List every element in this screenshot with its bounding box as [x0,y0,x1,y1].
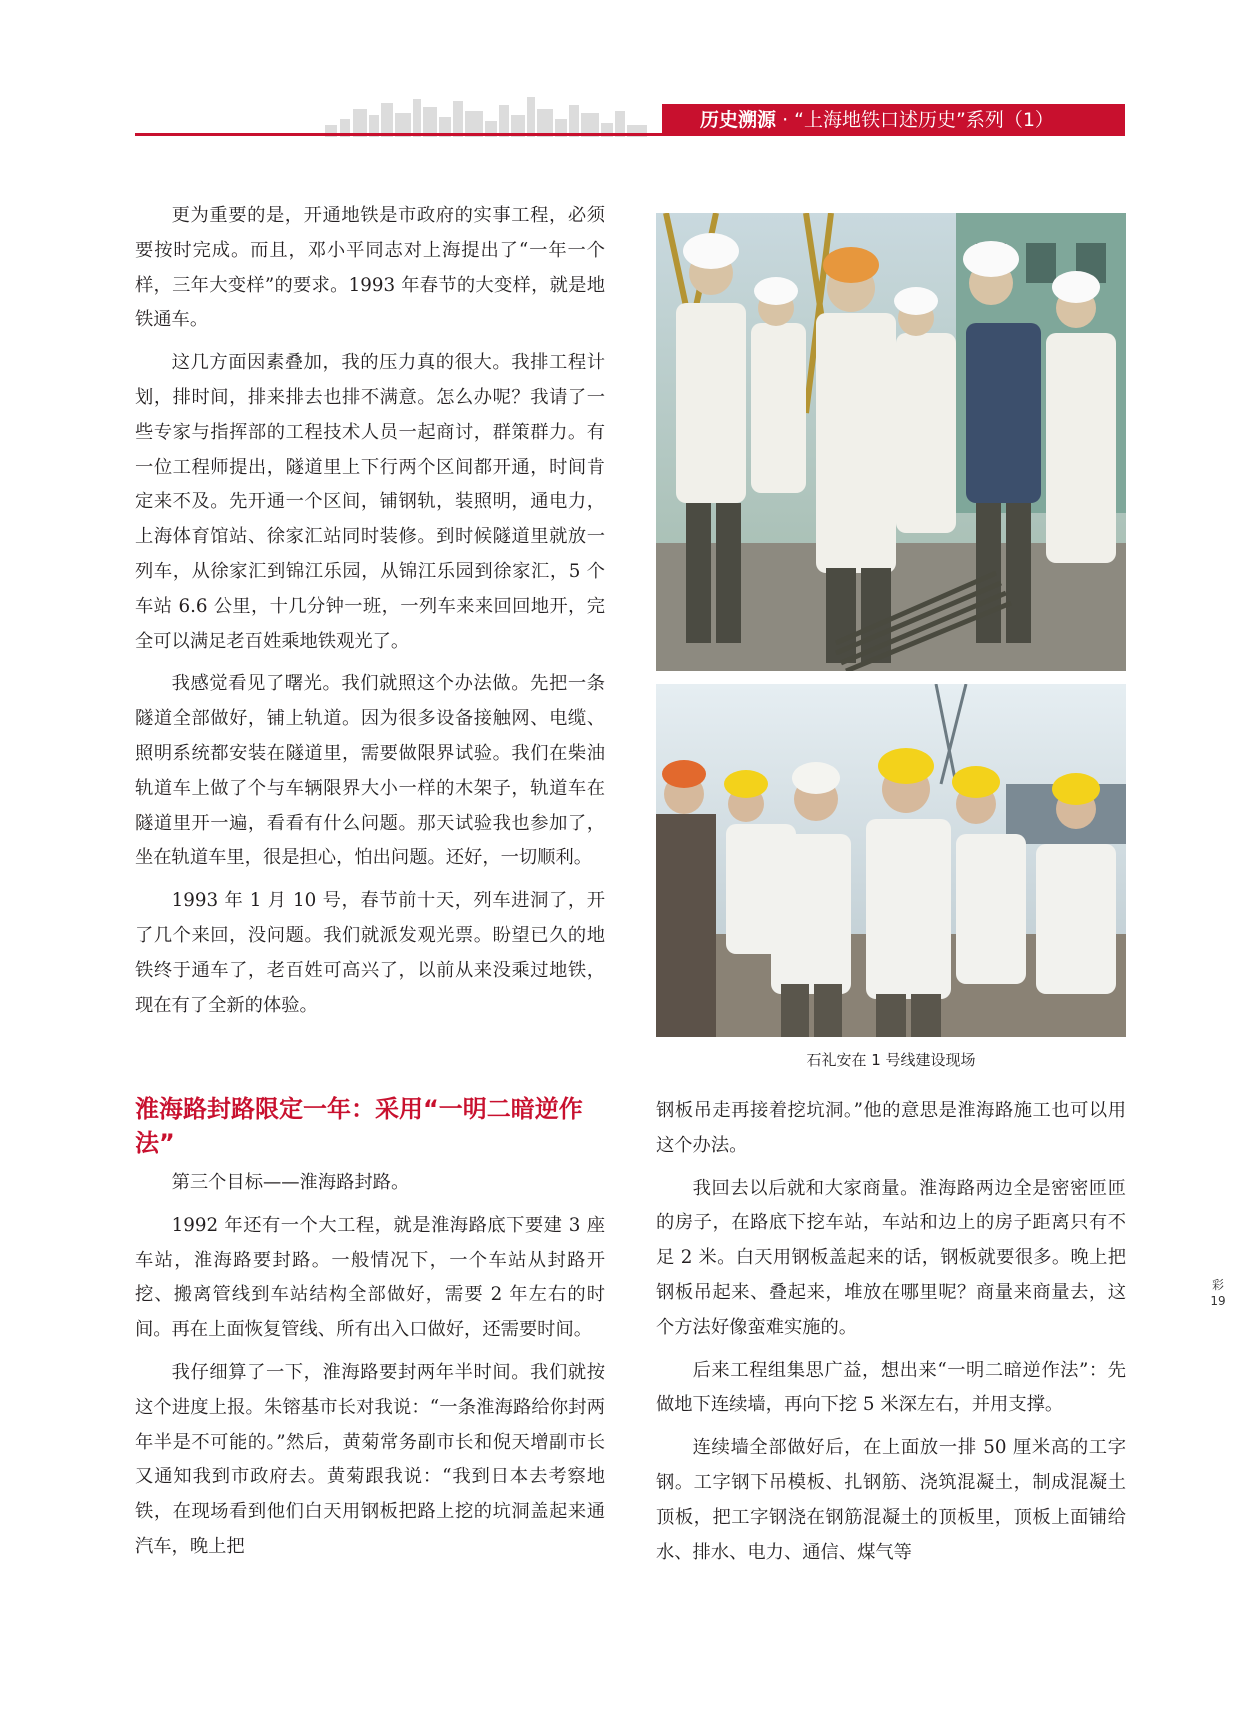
paragraph: 我感觉看见了曙光。我们就照这个办法做。先把一条隧道全部做好，铺上轨道。因为很多设备接触网、电缆、照明系统都安装在隧道里，需要做限界试验。我们在柴油轨道车上做了个与车辆限界大小一样的木架子，轨道车在隧道里开一遍，看看有什么问题。那天试验我也参加了，坐在轨道车里，很是担心，怕出问题。还好，一切顺利。 [135,673,605,869]
paragraph: 更为重要的是，开通地铁是市政府的实事工程，必须要按时完成。而且，邓小平同志对上海提出了“一年一个样，三年大变样”的要求。1993 年春节的大变样，就是地铁通车。 [135,205,605,331]
paragraph: 1993 年 1 月 10 号，春节前十天，列车进洞了，开了几个来回，没问题。我们就派发观光票。盼望已久的地铁终于通车了，老百姓可高兴了，以前从来没乘过地铁，现在有了全新的体验。 [135,890,605,1016]
section-title: 淮海路封路限定一年：采用“一明二暗逆作法” [135,1095,583,1157]
paragraph: 连续墙全部做好后，在上面放一排 50 厘米高的工字钢。工字钢下吊模板、扎钢筋、浇筑混凝土，制成混凝土顶板，把工字钢浇在钢筋混凝土的顶板里，顶板上面铺给水、排水、电力、通信、煤气等 [656,1437,1126,1563]
page-number: 19 [1210,1294,1226,1308]
paragraph: 我仔细算了一下，淮海路要封两年半时间。我们就按这个进度上报。朱镕基市长对我说：“一条淮海路给你封两年半是不可能的。”然后，黄菊常务副市长和倪天增副市长又通知我到市政府去。黄菊跟我说：“我到日本去考察地铁，在现场看到他们白天用钢板把路上挖的坑洞盖起来通汽车，晚上把 [135,1361,605,1557]
left-column-bottom [135,1166,605,1573]
photo-caption: 石礼安在 1 号线建设现场 [806,1051,976,1069]
paragraph: 1992 年还有一个大工程，就是淮海路底下要建 3 座车站，淮海路要封路。一般情况下，一个车站从封路开挖、搬离管线到车站结构全部做好，需要 2 年左右的时间。再在上面恢复管线、所有出入口做好，还需要时间。 [135,1214,605,1341]
paragraph: 我回去以后就和大家商量。淮海路两边全是密密匝匝的房子，在路底下挖车站，车站和边上的房子距离只有不足 2 米。白天用钢板盖起来的话，钢板就要很多。晚上把钢板吊起来、叠起来，堆放在哪里呢？商量来商量去，这个方法好像蛮难实施的。 [656,1177,1126,1338]
paragraph: 后来工程组集思广益，想出来“一明二暗逆作法”：先做地下连续墙，再向下挖 5 米深左右，并用支撑。 [656,1359,1126,1416]
header-series: “上海地铁口述历史”系列（1） [794,109,1054,131]
header-separator: · [782,109,789,131]
left-column-top [135,199,605,1031]
header-banner [662,104,1125,136]
page-marker-label: 彩 [1211,1278,1224,1292]
page-marker [1205,1277,1231,1309]
header-section: 历史溯源 [700,109,777,131]
skyline-decoration [135,95,675,137]
paragraph-continued: 钢板吊走再接着挖坑洞。”他的意思是淮海路施工也可以用这个办法。 [656,1100,1126,1156]
construction-site-photo-1 [656,213,1126,671]
right-column-bottom [656,1094,1126,1578]
construction-site-photo-2 [656,684,1126,1037]
paragraph: 这几方面因素叠加，我的压力真的很大。我排工程计划，排时间，排来排去也排不满意。怎么办呢？我请了一些专家与指挥部的工程技术人员一起商讨，群策群力。有一位工程师提出，隧道里上下行两个区间都开通，时间肯定来不及。先开通一个区间，铺钢轨，装照明，通电力，上海体育馆站、徐家汇站同时装修。到时候隧道里就放一列车，从徐家汇到锦江乐园，从锦江乐园到徐家汇，5 个车站 6.6 公里，十几分钟一班，一列车来来回回地开，完全可以满足老百姓乘地铁观光了。 [135,352,605,652]
paragraph: 第三个目标——淮海路封路。 [171,1172,410,1193]
